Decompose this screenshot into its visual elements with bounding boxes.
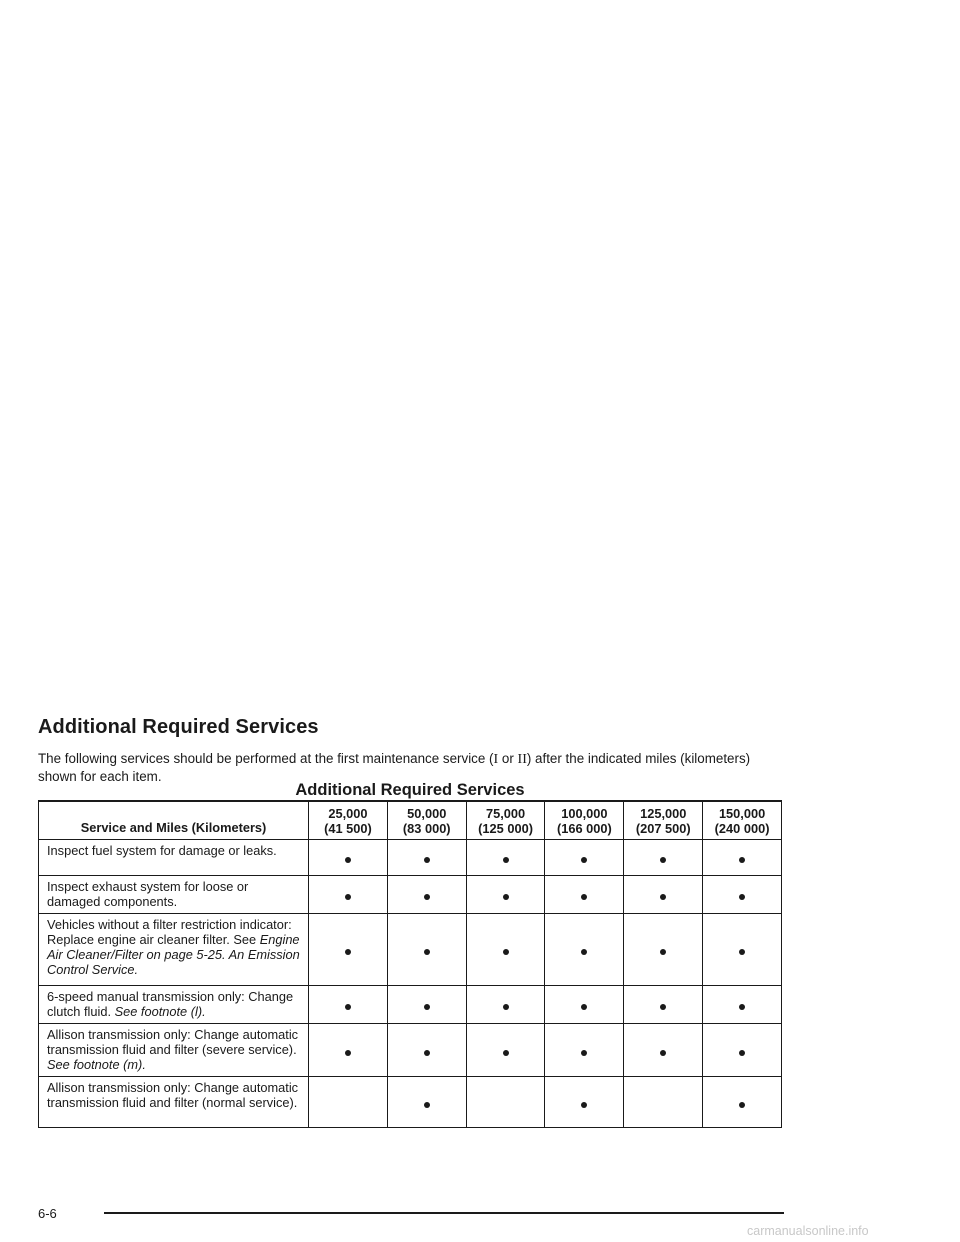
header-interval <box>624 801 703 840</box>
interval-miles: 25,000 <box>328 806 368 821</box>
service-required-mark <box>345 1004 351 1010</box>
service-item <box>39 1024 309 1077</box>
table-title: Additional Required Services <box>295 781 525 799</box>
interval-cell <box>545 840 624 876</box>
service-item-text: Allison transmission only: Change automatic transmission fluid and filter (severe service). <box>47 1027 299 1057</box>
service-required-mark <box>739 1004 745 1010</box>
service-required-mark <box>660 949 666 955</box>
header-interval <box>387 801 466 840</box>
service-required-mark <box>503 1050 509 1056</box>
service-item <box>39 986 309 1024</box>
interval-cell <box>466 876 545 914</box>
service-required-mark <box>739 1050 745 1056</box>
service-required-mark <box>503 894 509 900</box>
service-item-text: Inspect fuel system for damage or leaks. <box>47 843 277 858</box>
service-item-text: Vehicles without a filter restriction indicator: Replace engine air cleaner filter. See <box>47 917 292 947</box>
service-required-mark <box>660 857 666 863</box>
service-required-mark <box>739 857 745 863</box>
service-item-text: 6-speed manual transmission only: Change clutch fluid. <box>47 989 294 1019</box>
interval-cell <box>466 1077 545 1128</box>
table-row <box>39 1077 782 1128</box>
service-required-mark <box>503 857 509 863</box>
table-row <box>39 1024 782 1077</box>
intro-paragraph <box>38 750 783 785</box>
table-body <box>39 840 782 1128</box>
interval-cell <box>309 1024 388 1077</box>
service-required-mark <box>739 894 745 900</box>
watermark: carmanualsonline.info <box>747 1224 869 1238</box>
interval-miles: 75,000 <box>486 806 526 821</box>
interval-cell <box>703 1024 782 1077</box>
interval-cell <box>466 986 545 1024</box>
header-interval <box>545 801 624 840</box>
interval-cell <box>387 840 466 876</box>
interval-cell <box>466 840 545 876</box>
interval-cell <box>545 1024 624 1077</box>
interval-cell <box>545 914 624 986</box>
interval-cell <box>309 986 388 1024</box>
service-required-mark <box>345 1050 351 1056</box>
interval-km: (207 500) <box>635 821 691 836</box>
intro-text-start: The following services should be performed at the first maintenance service ( <box>38 751 494 766</box>
section-heading: Additional Required Services <box>38 716 319 738</box>
service-required-mark <box>581 1050 587 1056</box>
service-item <box>39 914 309 986</box>
service-required-mark <box>739 949 745 955</box>
intro-text-end: ) after the indicated miles (kilometers) shown for each item. <box>38 751 751 784</box>
interval-cell <box>466 914 545 986</box>
interval-cell <box>309 1077 388 1128</box>
interval-cell <box>703 1077 782 1128</box>
service-required-mark <box>345 894 351 900</box>
service-item <box>39 876 309 914</box>
intro-text-or: or <box>498 751 518 766</box>
interval-km: (240 000) <box>714 821 770 836</box>
interval-cell <box>545 876 624 914</box>
service-required-mark <box>660 1050 666 1056</box>
service-item-reference: See footnote (l). <box>114 1004 206 1019</box>
service-item-reference: Engine Air Cleaner/Filter on page 5-25. An Emission Control Service. <box>47 932 300 977</box>
interval-cell <box>624 986 703 1024</box>
service-required-mark <box>345 949 351 955</box>
services-table <box>38 800 782 1128</box>
interval-miles: 50,000 <box>407 806 447 821</box>
interval-km: (166 000) <box>557 821 612 836</box>
interval-cell <box>624 1024 703 1077</box>
service-required-mark <box>424 1102 430 1108</box>
service-required-mark <box>581 894 587 900</box>
header-service: Service and Miles (Kilometers) <box>39 801 309 840</box>
service-item <box>39 840 309 876</box>
service-required-mark <box>581 857 587 863</box>
service-required-mark <box>739 1102 745 1108</box>
interval-cell <box>309 840 388 876</box>
interval-cell <box>387 1077 466 1128</box>
interval-cell <box>703 840 782 876</box>
service-required-mark <box>581 1102 587 1108</box>
service-required-mark <box>503 1004 509 1010</box>
header-interval <box>309 801 388 840</box>
interval-cell <box>387 986 466 1024</box>
service-one-symbol: I <box>493 752 499 767</box>
service-required-mark <box>660 1004 666 1010</box>
service-required-mark <box>424 857 430 863</box>
interval-cell <box>703 876 782 914</box>
interval-cell <box>466 1024 545 1077</box>
interval-miles: 150,000 <box>718 806 766 821</box>
interval-cell <box>703 914 782 986</box>
interval-cell <box>387 876 466 914</box>
page-number: 6-6 <box>38 1206 57 1221</box>
interval-miles: 100,000 <box>561 806 608 821</box>
table-row <box>39 986 782 1024</box>
service-required-mark <box>581 949 587 955</box>
interval-miles: 125,000 <box>640 806 687 821</box>
footer-rule <box>104 1212 784 1214</box>
interval-cell <box>703 986 782 1024</box>
interval-cell <box>387 1024 466 1077</box>
service-required-mark <box>503 949 509 955</box>
interval-km: (83 000) <box>402 821 451 836</box>
header-interval <box>466 801 545 840</box>
service-required-mark <box>581 1004 587 1010</box>
interval-cell <box>545 986 624 1024</box>
service-required-mark <box>424 1004 430 1010</box>
service-required-mark <box>424 1050 430 1056</box>
service-required-mark <box>660 894 666 900</box>
table-row <box>39 840 782 876</box>
service-required-mark <box>345 857 351 863</box>
interval-cell <box>624 840 703 876</box>
service-required-mark <box>424 894 430 900</box>
table-header-row <box>39 801 782 840</box>
interval-cell <box>309 876 388 914</box>
interval-cell <box>624 914 703 986</box>
service-two-symbol: II <box>517 752 527 767</box>
interval-cell <box>624 876 703 914</box>
interval-km: (125 000) <box>478 821 533 836</box>
interval-km: (41 500) <box>324 821 372 836</box>
interval-cell <box>624 1077 703 1128</box>
interval-cell <box>387 914 466 986</box>
service-required-mark <box>424 949 430 955</box>
service-item-reference: See footnote (m). <box>47 1057 146 1072</box>
interval-cell <box>309 914 388 986</box>
service-item-text: Inspect exhaust system for loose or damaged components. <box>47 879 249 909</box>
table-row <box>39 876 782 914</box>
header-interval <box>703 801 782 840</box>
table-row <box>39 914 782 986</box>
service-item-text: Allison transmission only: Change automatic transmission fluid and filter (normal service). <box>47 1080 299 1110</box>
service-item <box>39 1077 309 1128</box>
interval-cell <box>545 1077 624 1128</box>
